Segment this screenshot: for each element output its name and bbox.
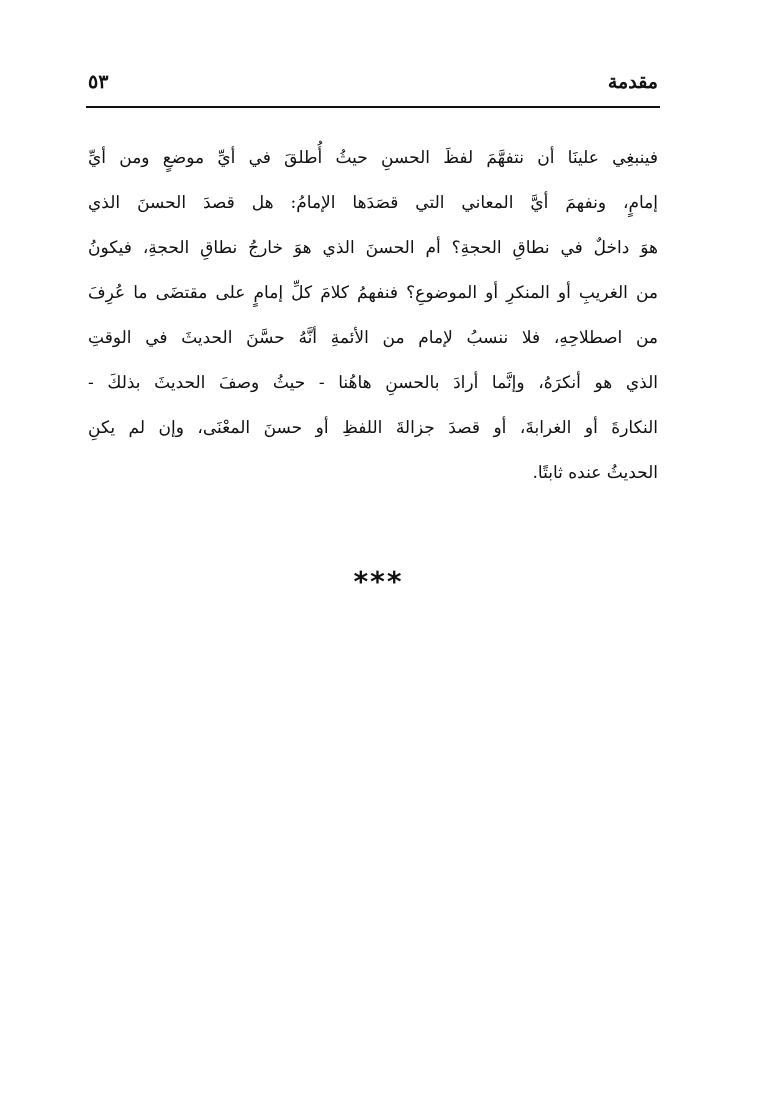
paragraph-line: النكارةَ أو الغرابةَ، أو قصدَ جزالةَ اللفظِ أو حسنَ المعْنَى، وإن لم يكنِ [88, 418, 658, 438]
paragraph-line: من الغريبِ أو المنكرِ أو الموضوعِ؟ فنفهمُ كلامَ كلِّ إمامٍ على مقتضَى ما عُرِفَ [88, 283, 658, 303]
paragraph-line: فينبغِي علينَا أن نتفهَّمَ لفظَ الحسنِ حيثُ أُطلقَ في أيِّ موضعٍ ومن أيِّ [88, 148, 658, 168]
main-paragraph [88, 136, 658, 496]
paragraph-line: الحديثُ عنده ثابتًا. [532, 463, 658, 483]
header-rule [86, 106, 660, 108]
page-header [88, 64, 658, 104]
paragraph-line: الذي هو أنكرَهُ، وإنَّما أرادَ بالحسنِ هاهُنا - حيثُ وصفَ الحديثَ بذلكَ - [88, 373, 658, 393]
section-separator: *** [353, 565, 404, 598]
paragraph-line: هوَ داخلٌ في نطاقِ الحجةِ؟ أم الحسنَ الذي هوَ خارجُ نطاقِ الحجةِ، فيكونُ [88, 238, 658, 258]
paragraph-line: إمامٍ، ونفهمَ أيَّ المعاني التي قصَدَها الإمامُ: هل قصدَ الحسنَ الذي [88, 193, 658, 213]
running-title: مقدمة [607, 71, 658, 93]
paragraph-line: من اصطلاحِهِ، فلا ننسبُ لإمام من الأئمةِ أنَّهُ حسَّنَ الحديثَ في الوقتِ [88, 328, 658, 348]
page-number: ٥٣ [88, 71, 109, 93]
